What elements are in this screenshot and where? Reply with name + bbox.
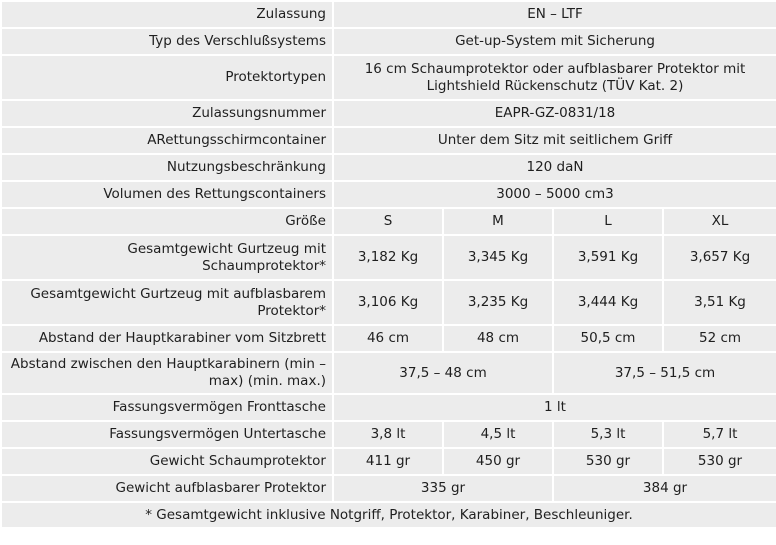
cell-value: 1 lt xyxy=(334,395,776,420)
row-value: Get-up-System mit Sicherung xyxy=(334,29,776,54)
cell-value: 384 gr xyxy=(554,476,776,501)
cell-value: 411 gr xyxy=(334,449,442,474)
cell-value: 3,235 Kg xyxy=(444,281,552,324)
cell-value: 52 cm xyxy=(664,326,776,351)
cell-value: 3,591 Kg xyxy=(554,236,662,279)
table-row-carabiner-seat xyxy=(2,326,776,351)
row-label: Gewicht aufblasbarer Protektor xyxy=(2,476,332,501)
table-row-container-volume xyxy=(2,182,776,207)
footnote: * Gesamtgewicht inklusive Notgriff, Protektor, Karabiner, Beschleuniger. xyxy=(2,503,776,527)
cell-value: 3,345 Kg xyxy=(444,236,552,279)
table-row-weight-foam xyxy=(2,236,776,279)
cell-value: 37,5 – 51,5 cm xyxy=(554,353,776,393)
row-label: Nutzungsbeschränkung xyxy=(2,155,332,180)
cell-value: 3,182 Kg xyxy=(334,236,442,279)
row-value: 3000 – 5000 cm3 xyxy=(334,182,776,207)
table-row-foam-weight xyxy=(2,449,776,474)
table-row-footnote xyxy=(2,503,776,527)
cell-value: 37,5 – 48 cm xyxy=(334,353,552,393)
cell-value: 5,3 lt xyxy=(554,422,662,447)
row-label: Abstand zwischen den Hauptkarabinern (min – max) (min. max.) xyxy=(2,353,332,393)
table-row-sizes xyxy=(2,209,776,234)
cell-value: 530 gr xyxy=(664,449,776,474)
cell-value: 530 gr xyxy=(554,449,662,474)
cell-value: 3,106 Kg xyxy=(334,281,442,324)
table-row-approval-number xyxy=(2,101,776,126)
table-row-protector-types xyxy=(2,56,776,99)
row-label: Gesamtgewicht Gurtzeug mit aufblasbarem Protektor* xyxy=(2,281,332,324)
cell-value: 3,657 Kg xyxy=(664,236,776,279)
row-label: ARettungsschirmcontainer xyxy=(2,128,332,153)
cell-value: 5,7 lt xyxy=(664,422,776,447)
row-value: Unter dem Sitz mit seitlichem Griff xyxy=(334,128,776,153)
table-row-approval xyxy=(2,2,776,27)
row-value: 120 daN xyxy=(334,155,776,180)
row-label: Typ des Verschlußsystems xyxy=(2,29,332,54)
row-label: Fassungsvermögen Untertasche xyxy=(2,422,332,447)
table-row-under-pocket xyxy=(2,422,776,447)
table-row-weight-inflatable xyxy=(2,281,776,324)
cell-value: 3,8 lt xyxy=(334,422,442,447)
row-label: Zulassung xyxy=(2,2,332,27)
size-m: M xyxy=(444,209,552,234)
table-row-front-pocket xyxy=(2,395,776,420)
row-label: Abstand der Hauptkarabiner vom Sitzbrett xyxy=(2,326,332,351)
cell-value: 48 cm xyxy=(444,326,552,351)
row-label: Größe xyxy=(2,209,332,234)
cell-value: 3,51 Kg xyxy=(664,281,776,324)
size-s: S xyxy=(334,209,442,234)
table-row-usage-limit xyxy=(2,155,776,180)
cell-value: 46 cm xyxy=(334,326,442,351)
table-row-inflatable-weight xyxy=(2,476,776,501)
size-xl: XL xyxy=(664,209,776,234)
table-row-carabiner-gap xyxy=(2,353,776,393)
cell-value: 50,5 cm xyxy=(554,326,662,351)
cell-value: 450 gr xyxy=(444,449,552,474)
size-l: L xyxy=(554,209,662,234)
row-label: Gewicht Schaumprotektor xyxy=(2,449,332,474)
row-label: Zulassungsnummer xyxy=(2,101,332,126)
cell-value: 335 gr xyxy=(334,476,552,501)
cell-value: 4,5 lt xyxy=(444,422,552,447)
row-value: 16 cm Schaumprotektor oder aufblasbarer Protektor mit Lightshield Rückenschutz (TÜV Kat. 2) xyxy=(334,56,776,99)
cell-value: 3,444 Kg xyxy=(554,281,662,324)
table-row-rescue-container xyxy=(2,128,776,153)
table-row-closure-system xyxy=(2,29,776,54)
row-label: Volumen des Rettungscontainers xyxy=(2,182,332,207)
row-label: Gesamtgewicht Gurtzeug mit Schaumprotektor* xyxy=(2,236,332,279)
row-label: Protektortypen xyxy=(2,56,332,99)
row-value: EAPR-GZ-0831/18 xyxy=(334,101,776,126)
row-label: Fassungsvermögen Fronttasche xyxy=(2,395,332,420)
row-value: EN – LTF xyxy=(334,2,776,27)
